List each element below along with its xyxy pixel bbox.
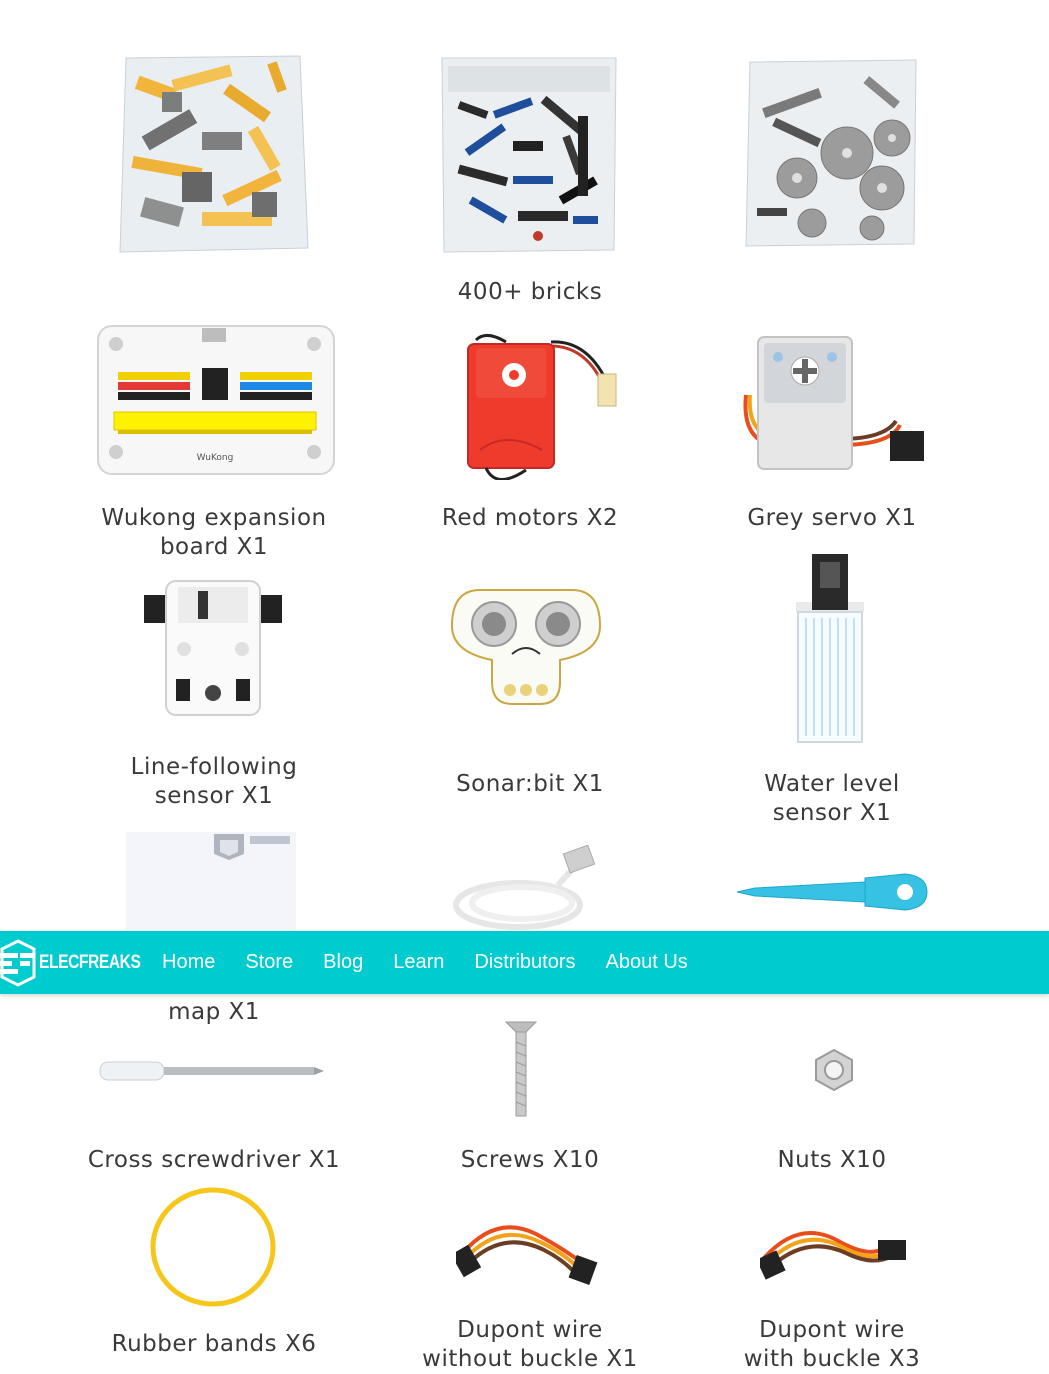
nav-blog[interactable]: Blog bbox=[323, 951, 364, 973]
line-following-caption: Line-following sensor X1 bbox=[130, 754, 298, 809]
line-following-sensor-image bbox=[138, 575, 288, 725]
nav-learn[interactable]: Learn bbox=[393, 951, 445, 973]
dupont-with-caption: Dupont wire with buckle X3 bbox=[743, 1317, 921, 1372]
site-navbar bbox=[0, 931, 1049, 994]
cross-screwdriver-caption: Cross screwdriver X1 bbox=[87, 1147, 341, 1173]
water-level-caption: Water level sensor X1 bbox=[764, 771, 900, 826]
nav-links bbox=[162, 931, 718, 994]
sonar-caption: Sonar:bit X1 bbox=[456, 771, 604, 797]
wukong-expansion-board-image bbox=[90, 320, 340, 480]
yellow-bricks-bag-image bbox=[112, 52, 312, 257]
svg-text:WuKong: WuKong bbox=[196, 453, 234, 463]
cross-screwdriver-image bbox=[98, 1056, 326, 1086]
map-sheet-image bbox=[126, 832, 296, 931]
rubber-band-image bbox=[148, 1186, 278, 1308]
rubber-bands-caption: Rubber bands X6 bbox=[111, 1331, 317, 1357]
wukong-caption: Wukong expansion board X1 bbox=[101, 505, 327, 560]
dupont-wire-without-buckle-image bbox=[456, 1214, 602, 1286]
usb-cable-image bbox=[448, 845, 608, 931]
nav-about-us[interactable]: About Us bbox=[605, 951, 688, 973]
water-level-sensor-image bbox=[790, 552, 870, 747]
ef-logo-icon bbox=[0, 939, 36, 987]
nav-distributors[interactable]: Distributors bbox=[474, 951, 576, 973]
red-motor-image bbox=[466, 330, 626, 480]
sonar-bit-image bbox=[450, 586, 602, 708]
dupont-without-caption: Dupont wire without buckle X1 bbox=[422, 1317, 638, 1372]
nav-store[interactable]: Store bbox=[245, 951, 294, 973]
screws-caption: Screws X10 bbox=[460, 1147, 600, 1173]
red-motors-caption: Red motors X2 bbox=[441, 505, 619, 531]
black-bricks-bag-image bbox=[438, 56, 620, 254]
grey-servo-image bbox=[740, 335, 930, 475]
logo-text: ELECFREAKS bbox=[39, 952, 141, 973]
nav-home[interactable]: Home bbox=[162, 951, 216, 973]
nuts-caption: Nuts X10 bbox=[777, 1147, 887, 1173]
grey-servo-caption: Grey servo X1 bbox=[747, 505, 917, 531]
grey-gears-bag-image bbox=[742, 58, 920, 250]
elecfreaks-logo[interactable] bbox=[0, 939, 163, 987]
dupont-wire-with-buckle-image bbox=[760, 1218, 910, 1288]
blue-screwdriver-image bbox=[735, 866, 930, 916]
map-caption: map X1 bbox=[168, 999, 260, 1025]
bricks-caption: 400+ bricks bbox=[457, 279, 603, 305]
screw-image bbox=[504, 1018, 538, 1118]
nut-image bbox=[812, 1048, 856, 1092]
